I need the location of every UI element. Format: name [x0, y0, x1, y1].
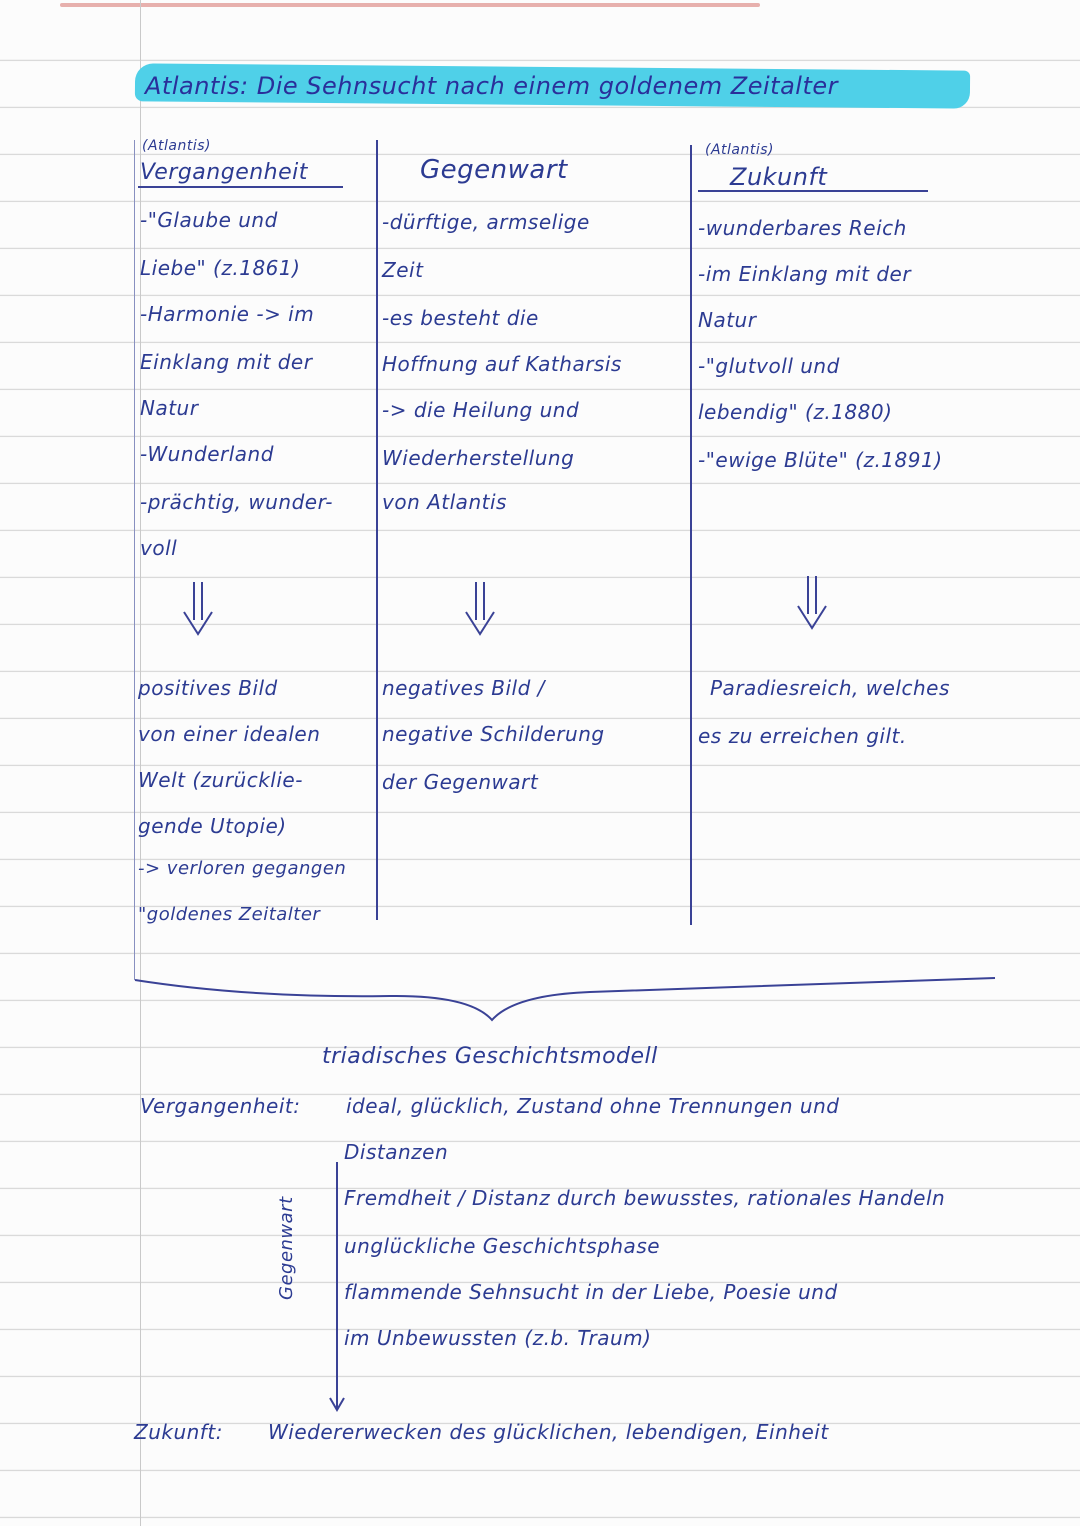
col1-line: -Wunderland	[140, 442, 274, 466]
present-label: Gegenwart	[276, 1196, 297, 1300]
present-line: Fremdheit / Distanz durch bewusstes, rationales Handeln	[344, 1186, 946, 1210]
down-arrow-icon	[460, 580, 500, 640]
col1-result: Welt (zurücklie-	[138, 768, 303, 792]
col3-header: Zukunft	[730, 163, 828, 191]
col1-result: "goldenes Zeitalter	[138, 904, 321, 925]
column-divider-1	[376, 140, 378, 920]
col3-line: -"ewige Blüte" (z.1891)	[698, 448, 943, 472]
col2-line: Wiederherstellung	[382, 446, 575, 470]
col1-line: -"Glaube und	[140, 208, 278, 232]
top-red-line	[60, 3, 760, 7]
col1-header: Vergangenheit	[140, 160, 308, 185]
col2-header: Gegenwart	[420, 155, 568, 185]
present-line: im Unbewussten (z.b. Traum)	[344, 1326, 652, 1350]
col1-result: gende Utopie)	[138, 814, 287, 838]
col1-line: -Harmonie -> im	[140, 302, 315, 326]
col1-result: von einer idealen	[138, 722, 321, 746]
col3-line: -wunderbares Reich	[698, 216, 907, 240]
col3-line: lebendig" (z.1880)	[698, 400, 893, 424]
col2-line: Zeit	[382, 258, 424, 282]
col2-line: -dürftige, armselige	[382, 210, 590, 234]
present-line: flammende Sehnsucht in der Liebe, Poesie und	[344, 1280, 838, 1304]
down-arrow-icon	[792, 574, 832, 634]
past-text: ideal, glücklich, Zustand ohne Trennungen und	[346, 1094, 840, 1118]
page-title: Atlantis: Die Sehnsucht nach einem goldenem Zeitalter	[145, 72, 838, 100]
col2-line: Hoffnung auf Katharsis	[382, 352, 622, 376]
curly-brace	[130, 960, 1000, 1040]
col1-result: -> verloren gegangen	[138, 858, 347, 879]
col2-line: -es besteht die	[382, 306, 539, 330]
col2-result: negative Schilderung	[382, 722, 605, 746]
future-text: Wiedererwecken des glücklichen, lebendigen, Einheit	[268, 1420, 829, 1444]
col3-result: es zu erreichen gilt.	[698, 724, 907, 748]
col2-line: -> die Heilung und	[382, 398, 580, 422]
down-arrow-icon	[178, 580, 218, 640]
col1-line: voll	[140, 536, 178, 560]
table-left-edge	[134, 140, 135, 980]
col2-result: der Gegenwart	[382, 770, 539, 794]
model-heading: triadisches Geschichtsmodell	[322, 1044, 658, 1069]
present-line: unglückliche Geschichtsphase	[344, 1234, 661, 1258]
col3-line: Natur	[698, 308, 757, 332]
col3-line: -im Einklang mit der	[698, 262, 912, 286]
col1-line: Natur	[140, 396, 199, 420]
future-label: Zukunft:	[134, 1420, 223, 1444]
col1-pre: (Atlantis)	[142, 138, 212, 154]
col3-result: Paradiesreich, welches	[710, 676, 950, 700]
col2-line: von Atlantis	[382, 490, 507, 514]
col2-result: negatives Bild /	[382, 676, 545, 700]
col1-result: positives Bild	[138, 676, 278, 700]
column-divider-2	[690, 145, 692, 925]
past-label: Vergangenheit:	[140, 1094, 301, 1118]
col3-pre: (Atlantis)	[705, 142, 775, 158]
past-text-2: Distanzen	[344, 1140, 449, 1164]
col1-line: -prächtig, wunder-	[140, 490, 333, 514]
col1-line: Einklang mit der	[140, 350, 313, 374]
header-underline-1	[138, 186, 343, 188]
col1-line: Liebe" (z.1861)	[140, 256, 301, 280]
col3-line: -"glutvoll und	[698, 354, 840, 378]
